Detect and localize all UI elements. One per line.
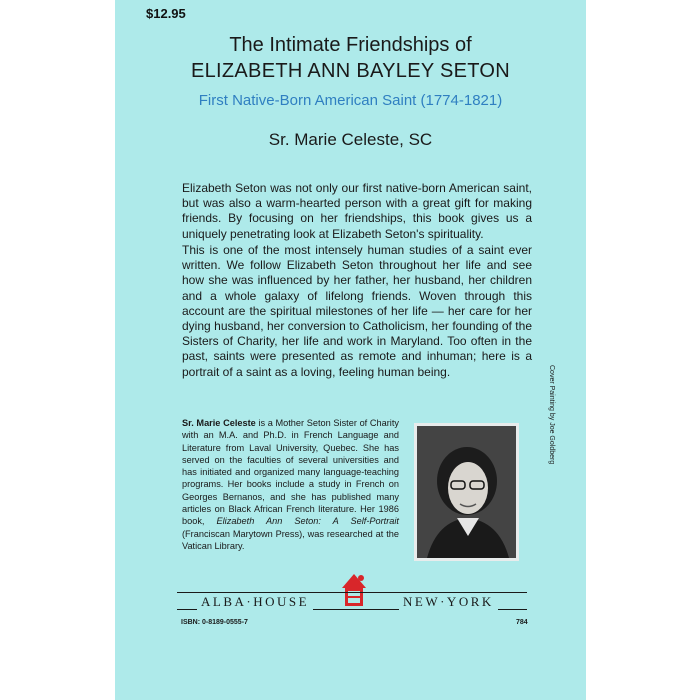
isbn-label: ISBN: 0-8189-0555-7 (181, 619, 248, 626)
title-line-2: ELIZABETH ANN BAYLEY SETON (190, 60, 511, 82)
price-label: $12.95 (146, 6, 186, 21)
bio-author-name: Sr. Marie Celeste (182, 418, 256, 428)
back-cover (115, 0, 586, 700)
author-bio (182, 417, 399, 552)
author-name: Sr. Marie Celeste, SC (268, 130, 433, 149)
cover-credit: Cover Painting by Joe Goldberg (548, 365, 555, 465)
publisher-banner (177, 592, 527, 612)
publisher-name: ALBA·HOUSE (197, 594, 313, 610)
catalog-code: 784 (516, 619, 528, 626)
title-line-1: The Intimate Friendships of (229, 34, 472, 56)
publisher-line-top (177, 592, 527, 593)
description-paragraph-2: This is one of the most intensely human studies of a saint ever written. We follow Elizabeth Seton throughout her life and see how she was influenced by her father, her husband, her children and a whole galaxy of lifelong friends. Woven through this account are the spiritual milestones of her life — her care for her dying husband, her conversion to Catholicism, her founding of the Sisters of Charity, her life and work in Maryland. Too often in the past, saints were presented as remote and inhuman; here is a portrait of a saint as a loving, feeling human being. (182, 243, 532, 379)
subtitle: First Native-Born American Saint (1774-1821) (198, 92, 503, 109)
bio-text-2: (Franciscan Marytown Press), was researched at the Vatican Library. (182, 528, 399, 551)
bio-text-1: is a Mother Seton Sister of Charity with an M.A. and Ph.D. in French Language and Literature from Laval University, Quebec. She has served on the faculties of several universities and has initiated and organized many language-teaching programs. Her books include a study in French on Georges Bernanos, and she has published many articles on Black African French literature. Her 1986 book, (182, 418, 399, 527)
description-paragraph-1: Elizabeth Seton was not only our first native-born American saint, but was also a warm-hearted person with a great gift for making friends. By focusing on her friendships, this book gives us a uniquely penetrating look at Elizabeth Seton's spirituality. (182, 181, 532, 241)
author-photo (414, 423, 519, 561)
bio-book-title: Elizabeth Ann Seton: A Self-Portrait (216, 516, 399, 527)
publisher-city: NEW·YORK (399, 594, 498, 610)
